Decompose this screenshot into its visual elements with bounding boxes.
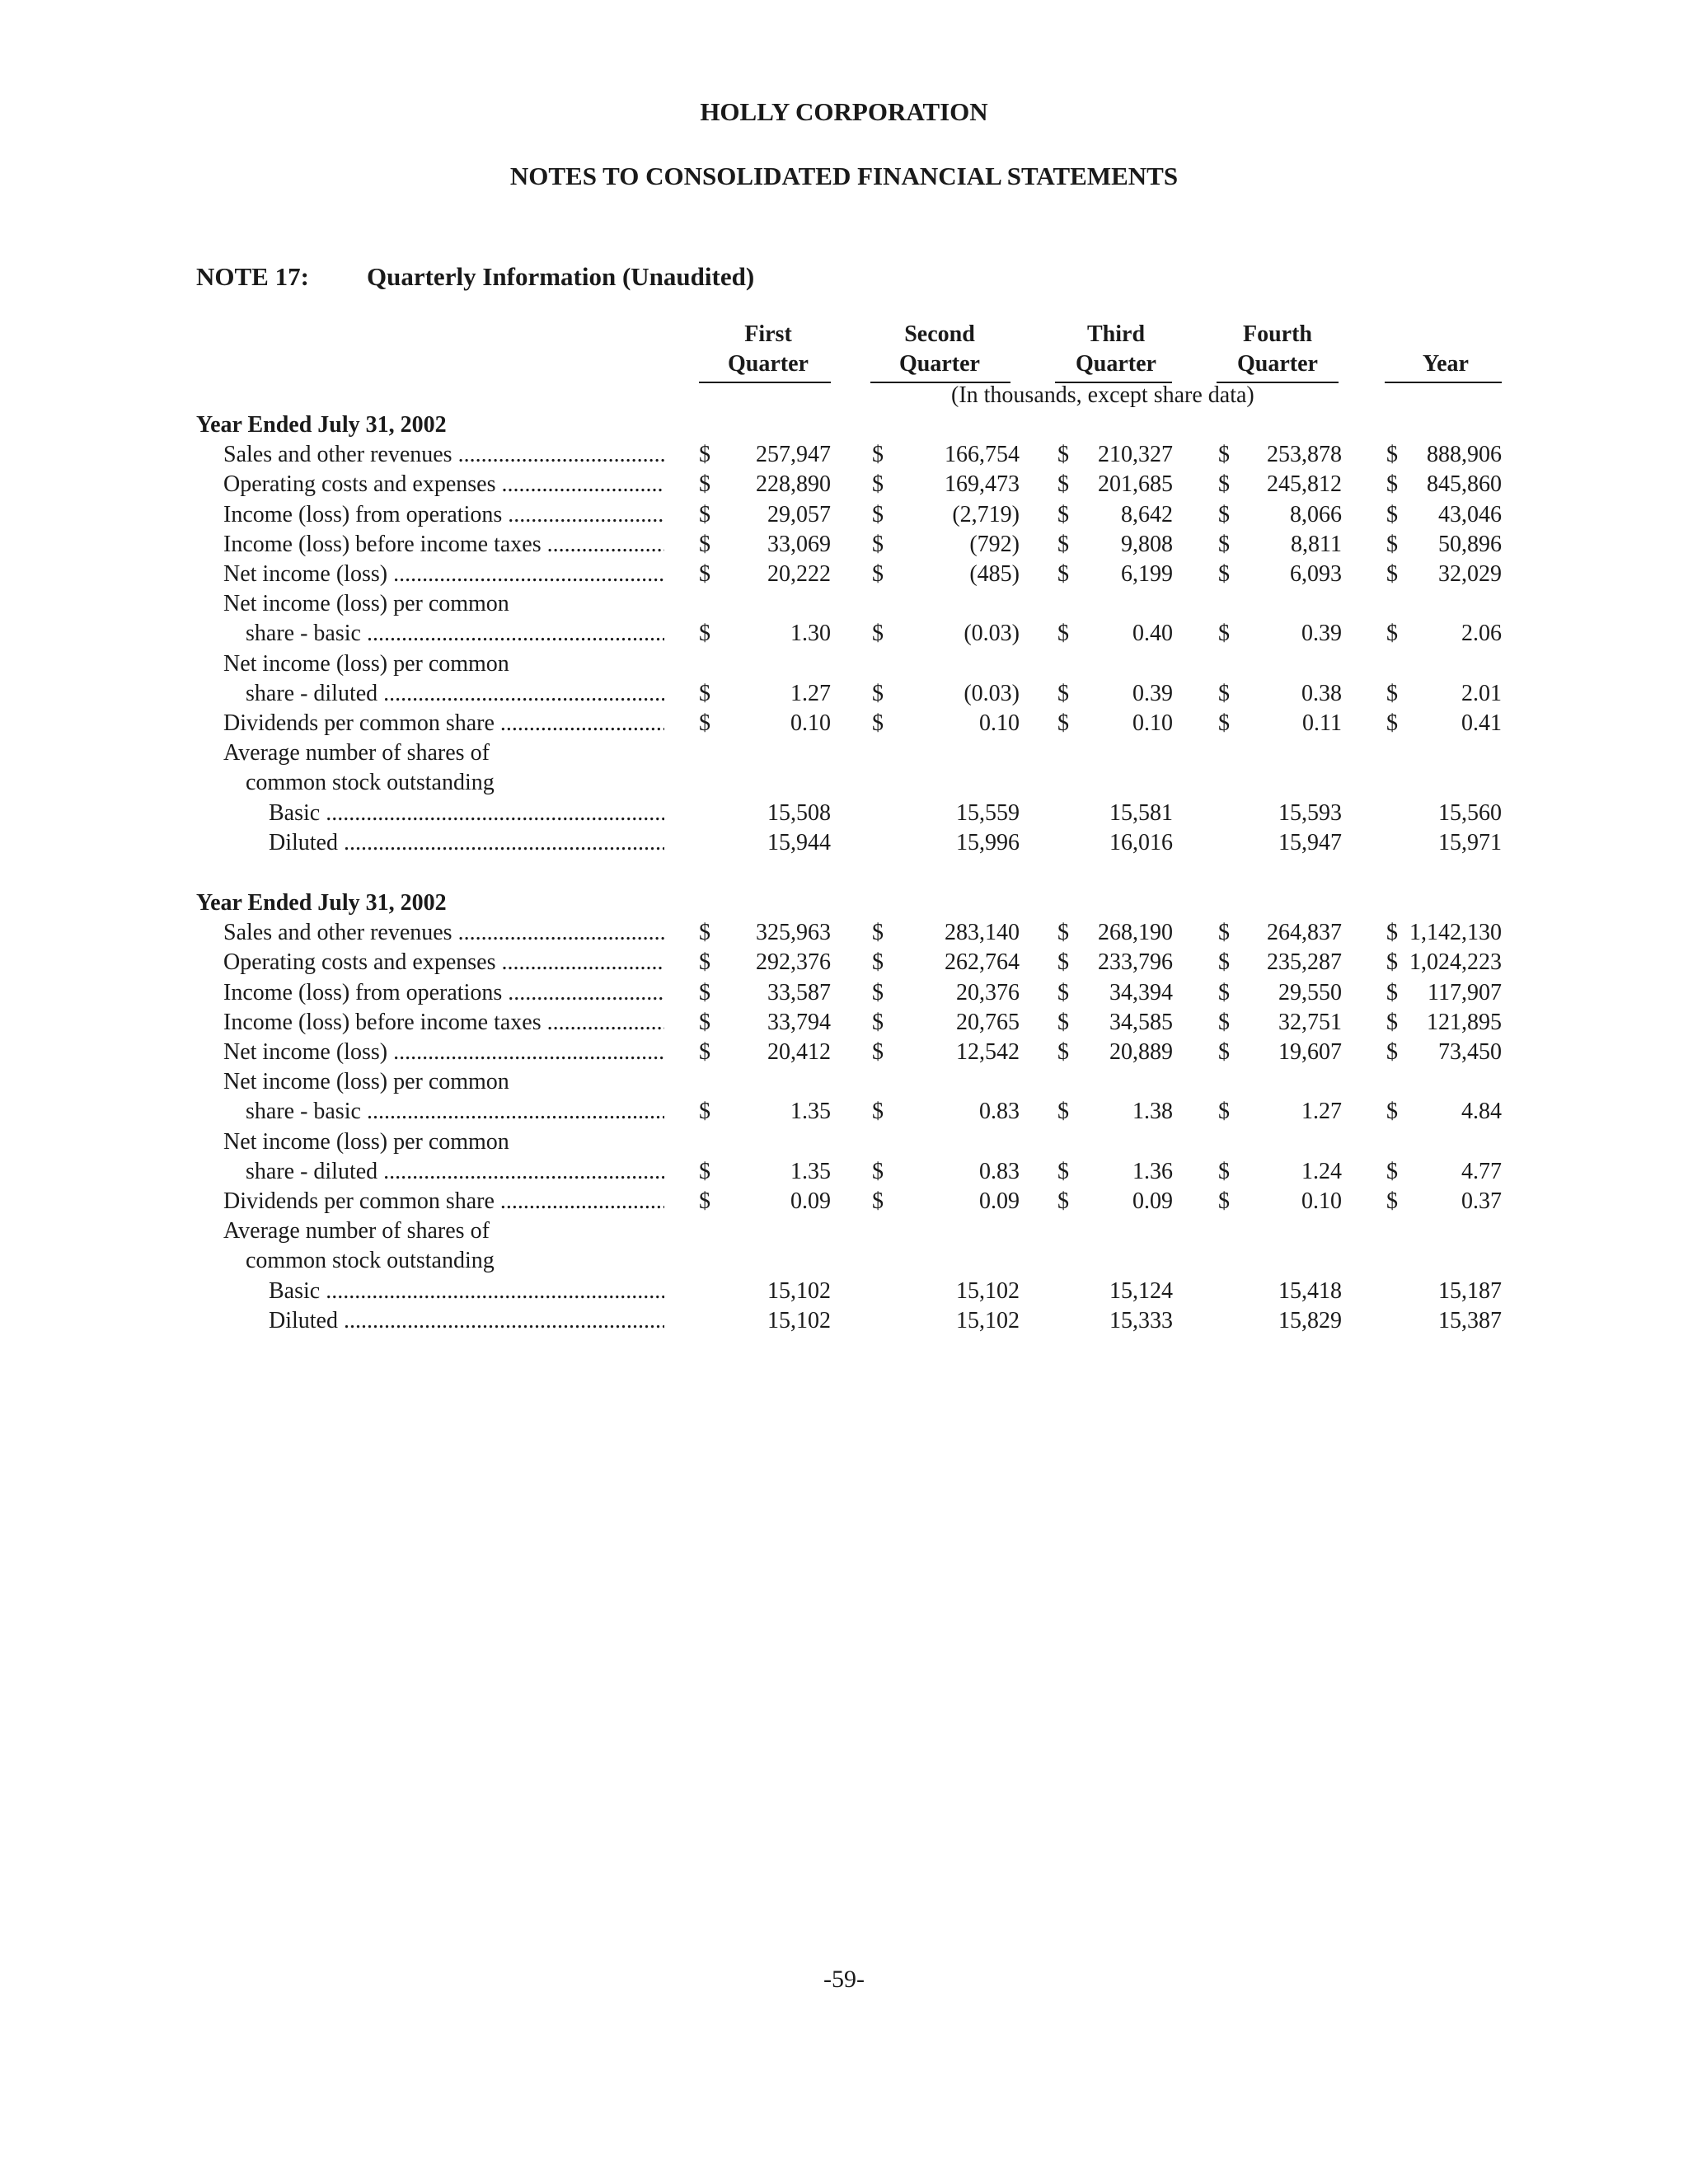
- cell-value: 1,142,130: [1409, 920, 1502, 946]
- table-row: [0, 1010, 1688, 1039]
- table-row: [0, 920, 1688, 949]
- cell-value: 0.09: [790, 1188, 831, 1214]
- table-row: [0, 710, 1688, 740]
- row-label: Income (loss) from operations .....: [223, 502, 664, 528]
- currency-symbol: $: [1386, 680, 1398, 706]
- currency-symbol: $: [1386, 920, 1398, 946]
- row-label: Basic .....: [269, 1278, 664, 1305]
- currency-symbol: $: [699, 501, 710, 527]
- currency-symbol: $: [872, 710, 884, 736]
- cell-value: 15,947: [1278, 829, 1342, 855]
- cell-value: 15,102: [767, 1277, 831, 1304]
- cell-value: 15,944: [767, 829, 831, 855]
- currency-symbol: $: [1218, 531, 1230, 557]
- cell-value: 6,093: [1290, 561, 1342, 587]
- cell-value: 33,069: [767, 531, 831, 557]
- currency-symbol: $: [1386, 1039, 1398, 1065]
- cell-value: 0.37: [1461, 1188, 1502, 1214]
- cell-value: 15,333: [1109, 1307, 1173, 1333]
- table-row: [0, 740, 1688, 770]
- cell-value: 29,550: [1278, 979, 1342, 1005]
- row-label: Net income (loss) per common: [223, 1069, 509, 1095]
- row-label: Operating costs and expenses .....: [223, 471, 664, 498]
- cell-value: 0.83: [979, 1158, 1020, 1184]
- row-label: Net income (loss) per common: [223, 650, 509, 677]
- currency-symbol: $: [699, 442, 710, 468]
- table-row: [0, 681, 1688, 710]
- cell-value: 8,642: [1121, 501, 1173, 527]
- currency-symbol: $: [699, 710, 710, 736]
- cell-value: 20,889: [1109, 1039, 1173, 1065]
- cell-value: 43,046: [1438, 501, 1502, 527]
- cell-value: 253,878: [1267, 442, 1342, 468]
- cell-value: 19,607: [1278, 1039, 1342, 1065]
- currency-symbol: $: [1386, 1009, 1398, 1035]
- cell-value: 15,102: [767, 1307, 831, 1333]
- row-label: Operating costs and expenses .....: [223, 949, 664, 976]
- currency-symbol: $: [1218, 979, 1230, 1005]
- cell-value: 1.36: [1132, 1158, 1173, 1184]
- currency-symbol: $: [872, 680, 884, 706]
- currency-symbol: $: [1386, 561, 1398, 587]
- table-row: [0, 1099, 1688, 1128]
- currency-symbol: $: [1057, 531, 1069, 557]
- table-row: [0, 1218, 1688, 1248]
- currency-symbol: $: [872, 561, 884, 587]
- currency-symbol: $: [1386, 1188, 1398, 1214]
- section-title: Year Ended July 31, 2002: [196, 412, 447, 438]
- currency-symbol: $: [872, 471, 884, 498]
- cell-value: 262,764: [945, 949, 1020, 976]
- cell-value: 15,559: [956, 799, 1020, 826]
- cell-value: 4.84: [1461, 1099, 1502, 1125]
- row-label: Income (loss) before income taxes .....: [223, 532, 664, 558]
- cell-value: 283,140: [945, 920, 1020, 946]
- row-label: share - basic .....: [246, 621, 664, 647]
- cell-value: 210,327: [1098, 442, 1173, 468]
- cell-value: 50,896: [1438, 531, 1502, 557]
- column-header-line1: Fourth: [1243, 321, 1312, 347]
- currency-symbol: $: [1386, 979, 1398, 1005]
- row-label: Basic .....: [269, 800, 664, 827]
- currency-symbol: $: [872, 442, 884, 468]
- table-row: [0, 532, 1688, 561]
- table-row: [0, 949, 1688, 979]
- currency-symbol: $: [1386, 501, 1398, 527]
- currency-symbol: $: [1218, 561, 1230, 587]
- cell-value: 264,837: [1267, 920, 1342, 946]
- section-title: Year Ended July 31, 2002: [196, 890, 447, 916]
- cell-value: 0.39: [1132, 680, 1173, 706]
- column-header-line2: Quarter: [1076, 351, 1156, 377]
- cell-value: 33,794: [767, 1009, 831, 1035]
- currency-symbol: $: [872, 1039, 884, 1065]
- currency-symbol: $: [1386, 621, 1398, 647]
- cell-value: 325,963: [756, 920, 831, 946]
- row-label: Average number of shares of: [223, 1218, 490, 1244]
- currency-symbol: $: [872, 1158, 884, 1184]
- cell-value: 9,808: [1121, 531, 1173, 557]
- currency-symbol: $: [1057, 471, 1069, 498]
- table-row: [0, 1308, 1688, 1338]
- currency-symbol: $: [872, 1009, 884, 1035]
- currency-symbol: $: [699, 1188, 710, 1214]
- currency-symbol: $: [1386, 1099, 1398, 1125]
- cell-value: (0.03): [964, 680, 1020, 706]
- table-row: [0, 1069, 1688, 1099]
- cell-value: 0.11: [1302, 710, 1342, 736]
- currency-symbol: $: [1057, 1039, 1069, 1065]
- table-row: [0, 1159, 1688, 1188]
- cell-value: 845,860: [1427, 471, 1502, 498]
- currency-symbol: $: [1218, 1099, 1230, 1125]
- cell-value: 169,473: [945, 471, 1020, 498]
- currency-symbol: $: [1386, 949, 1398, 976]
- currency-symbol: $: [1057, 1158, 1069, 1184]
- currency-symbol: $: [699, 531, 710, 557]
- table-row: [0, 471, 1688, 501]
- row-label: Sales and other revenues .....: [223, 920, 664, 946]
- row-label: Net income (loss) .....: [223, 1039, 664, 1066]
- cell-value: 1.27: [1301, 1099, 1342, 1125]
- currency-symbol: $: [1057, 1009, 1069, 1035]
- currency-symbol: $: [1057, 501, 1069, 527]
- row-label: Dividends per common share .....: [223, 710, 664, 737]
- cell-value: 15,971: [1438, 829, 1502, 855]
- row-label: Net income (loss) per common: [223, 591, 509, 617]
- cell-value: 34,585: [1109, 1009, 1173, 1035]
- currency-symbol: $: [1057, 710, 1069, 736]
- currency-symbol: $: [1218, 1039, 1230, 1065]
- row-label: Income (loss) before income taxes .....: [223, 1010, 664, 1036]
- row-label: share - diluted .....: [246, 681, 664, 707]
- currency-symbol: $: [1057, 680, 1069, 706]
- table-row: [0, 800, 1688, 830]
- row-label: Sales and other revenues .....: [223, 442, 664, 468]
- cell-value: 20,376: [956, 979, 1020, 1005]
- cell-value: 15,187: [1438, 1277, 1502, 1304]
- table-row: [0, 1129, 1688, 1159]
- currency-symbol: $: [1057, 621, 1069, 647]
- table-row: [0, 770, 1688, 799]
- currency-symbol: $: [1218, 680, 1230, 706]
- currency-symbol: $: [699, 979, 710, 1005]
- table-row: [0, 621, 1688, 650]
- currency-symbol: $: [1218, 442, 1230, 468]
- cell-value: 15,996: [956, 829, 1020, 855]
- cell-value: (792): [969, 531, 1020, 557]
- cell-value: 15,418: [1278, 1277, 1342, 1304]
- currency-symbol: $: [699, 561, 710, 587]
- currency-symbol: $: [872, 1099, 884, 1125]
- cell-value: 0.10: [790, 710, 831, 736]
- currency-symbol: $: [1386, 1158, 1398, 1184]
- column-header-line2: Quarter: [899, 351, 980, 377]
- column-header-line2: Quarter: [1237, 351, 1318, 377]
- cell-value: 0.09: [1132, 1188, 1173, 1214]
- currency-symbol: $: [1057, 920, 1069, 946]
- column-header-line2: Quarter: [728, 351, 809, 377]
- cell-value: (0.03): [964, 621, 1020, 647]
- currency-symbol: $: [1386, 710, 1398, 736]
- company-name: HOLLY CORPORATION: [700, 97, 988, 126]
- column-header-line1: First: [744, 321, 792, 347]
- column-header-line2: Year: [1423, 351, 1469, 377]
- table-row: [0, 980, 1688, 1010]
- row-label: Net income (loss) per common: [223, 1128, 509, 1155]
- cell-value: 1.35: [790, 1099, 831, 1125]
- cell-value: 20,412: [767, 1039, 831, 1065]
- document-subtitle: NOTES TO CONSOLIDATED FINANCIAL STATEMENTS: [509, 162, 1179, 190]
- currency-symbol: $: [699, 621, 710, 647]
- cell-value: 888,906: [1427, 442, 1502, 468]
- table-row: [0, 651, 1688, 681]
- cell-value: 20,222: [767, 561, 831, 587]
- cell-value: (485): [969, 561, 1020, 587]
- currency-symbol: $: [1057, 561, 1069, 587]
- cell-value: 0.10: [1132, 710, 1173, 736]
- cell-value: 16,016: [1109, 829, 1173, 855]
- cell-value: 15,508: [767, 799, 831, 826]
- cell-value: 228,890: [756, 471, 831, 498]
- currency-symbol: $: [699, 1158, 710, 1184]
- cell-value: 1.30: [790, 621, 831, 647]
- currency-symbol: $: [699, 920, 710, 946]
- cell-value: 4.77: [1461, 1158, 1502, 1184]
- row-label: Dividends per common share .....: [223, 1188, 664, 1215]
- currency-symbol: $: [872, 1188, 884, 1214]
- currency-symbol: $: [872, 531, 884, 557]
- currency-symbol: $: [872, 621, 884, 647]
- table-row: [0, 1188, 1688, 1218]
- cell-value: 32,751: [1278, 1009, 1342, 1035]
- currency-symbol: $: [1218, 1009, 1230, 1035]
- row-label: share - diluted .....: [246, 1159, 664, 1185]
- currency-symbol: $: [1386, 442, 1398, 468]
- currency-symbol: $: [1218, 1188, 1230, 1214]
- currency-symbol: $: [1057, 979, 1069, 1005]
- cell-value: 257,947: [756, 442, 831, 468]
- cell-value: 2.06: [1461, 621, 1502, 647]
- row-label: Income (loss) from operations .....: [223, 980, 664, 1006]
- cell-value: 15,102: [956, 1307, 1020, 1333]
- cell-value: 15,593: [1278, 799, 1342, 826]
- cell-value: 1.38: [1132, 1099, 1173, 1125]
- currency-symbol: $: [1057, 1188, 1069, 1214]
- table-row: [0, 1278, 1688, 1308]
- currency-symbol: $: [1386, 471, 1398, 498]
- cell-value: 0.10: [1301, 1188, 1342, 1214]
- row-label: share - basic .....: [246, 1099, 664, 1125]
- cell-value: 245,812: [1267, 471, 1342, 498]
- currency-symbol: $: [1057, 1099, 1069, 1125]
- currency-symbol: $: [872, 501, 884, 527]
- cell-value: 73,450: [1438, 1039, 1502, 1065]
- currency-symbol: $: [699, 471, 710, 498]
- note-title: Quarterly Information (Unaudited): [367, 262, 755, 291]
- page-number: -59-: [823, 1966, 865, 1993]
- table-row: [0, 830, 1688, 860]
- cell-value: 6,199: [1121, 561, 1173, 587]
- row-label: Diluted .....: [269, 830, 664, 856]
- currency-symbol: $: [699, 1039, 710, 1065]
- column-header-rule: [699, 382, 831, 383]
- cell-value: 166,754: [945, 442, 1020, 468]
- row-label: common stock outstanding: [246, 770, 495, 796]
- column-header-line1: Second: [904, 321, 975, 347]
- table-row: [0, 561, 1688, 591]
- table-row: [0, 1039, 1688, 1069]
- column-header-rule: [1385, 382, 1502, 383]
- cell-value: 32,029: [1438, 561, 1502, 587]
- cell-value: 0.41: [1461, 710, 1502, 736]
- cell-value: 268,190: [1098, 920, 1173, 946]
- cell-value: 0.40: [1132, 621, 1173, 647]
- currency-symbol: $: [1218, 471, 1230, 498]
- cell-value: 34,394: [1109, 979, 1173, 1005]
- cell-value: 1.35: [790, 1158, 831, 1184]
- cell-value: 0.83: [979, 1099, 1020, 1125]
- column-header-line1: Third: [1086, 321, 1146, 347]
- cell-value: 8,811: [1291, 531, 1342, 557]
- currency-symbol: $: [1218, 1158, 1230, 1184]
- table-row: [0, 502, 1688, 532]
- cell-value: 0.39: [1301, 621, 1342, 647]
- cell-value: 0.09: [979, 1188, 1020, 1214]
- currency-symbol: $: [1057, 949, 1069, 976]
- note-label: NOTE 17:: [196, 262, 309, 291]
- cell-value: 233,796: [1098, 949, 1173, 976]
- cell-value: 33,587: [767, 979, 831, 1005]
- cell-value: 15,829: [1278, 1307, 1342, 1333]
- table-row: [0, 442, 1688, 471]
- cell-value: 29,057: [767, 501, 831, 527]
- cell-value: 2.01: [1461, 680, 1502, 706]
- currency-symbol: $: [872, 920, 884, 946]
- table-row: [0, 1248, 1688, 1277]
- cell-value: 15,581: [1109, 799, 1173, 826]
- units-note: (In thousands, except share data): [951, 382, 1254, 408]
- cell-value: 121,895: [1427, 1009, 1502, 1035]
- currency-symbol: $: [1218, 621, 1230, 647]
- currency-symbol: $: [872, 949, 884, 976]
- currency-symbol: $: [1218, 949, 1230, 976]
- currency-symbol: $: [699, 680, 710, 706]
- cell-value: 1,024,223: [1409, 949, 1502, 976]
- currency-symbol: $: [1057, 442, 1069, 468]
- cell-value: 0.10: [979, 710, 1020, 736]
- currency-symbol: $: [872, 979, 884, 1005]
- cell-value: 1.27: [790, 680, 831, 706]
- cell-value: (2,719): [952, 501, 1020, 527]
- row-label: common stock outstanding: [246, 1248, 495, 1274]
- cell-value: 117,907: [1428, 979, 1502, 1005]
- cell-value: 15,102: [956, 1277, 1020, 1304]
- table-row: [0, 591, 1688, 621]
- cell-value: 1.24: [1301, 1158, 1342, 1184]
- cell-value: 15,387: [1438, 1307, 1502, 1333]
- row-label: Diluted .....: [269, 1308, 664, 1334]
- cell-value: 15,124: [1109, 1277, 1173, 1304]
- currency-symbol: $: [699, 1099, 710, 1125]
- cell-value: 201,685: [1098, 471, 1173, 498]
- currency-symbol: $: [1218, 501, 1230, 527]
- cell-value: 20,765: [956, 1009, 1020, 1035]
- cell-value: 235,287: [1267, 949, 1342, 976]
- currency-symbol: $: [1386, 531, 1398, 557]
- currency-symbol: $: [699, 949, 710, 976]
- cell-value: 15,560: [1438, 799, 1502, 826]
- currency-symbol: $: [699, 1009, 710, 1035]
- row-label: Net income (loss) .....: [223, 561, 664, 588]
- cell-value: 292,376: [756, 949, 831, 976]
- cell-value: 12,542: [956, 1039, 1020, 1065]
- currency-symbol: $: [1218, 920, 1230, 946]
- row-label: Average number of shares of: [223, 740, 490, 766]
- cell-value: 8,066: [1290, 501, 1342, 527]
- currency-symbol: $: [1218, 710, 1230, 736]
- cell-value: 0.38: [1301, 680, 1342, 706]
